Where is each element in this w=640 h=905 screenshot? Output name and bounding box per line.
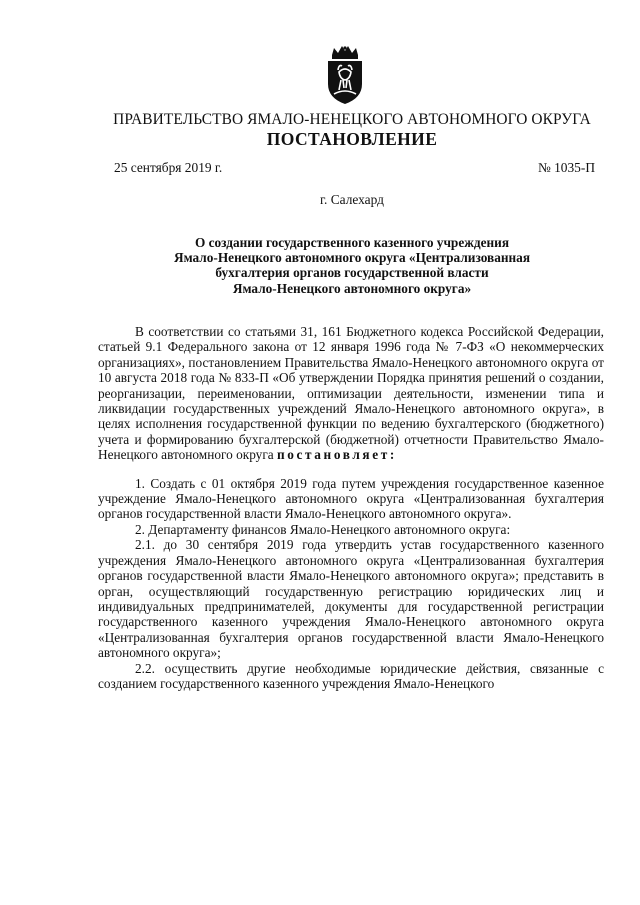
preamble-paragraph [98, 324, 604, 463]
item-2-2: 2.2. осуществить другие необходимые юридические действия, связанные с созданием государственного казенного учреждения Ямало-Ненецкого [98, 660, 604, 691]
title-line: Ямало-Ненецкого автономного округа «Централизованная [173, 250, 531, 266]
title-line: бухгалтерия органов государственной власти [215, 265, 489, 281]
title-line: Ямало-Ненецкого автономного округа» [232, 280, 472, 296]
document-body [98, 324, 604, 691]
item-2-1: 2.1. до 30 сентября 2019 года утвердить устав государственного казенного учреждения Ямало-Ненецкого автономного округа «Централизованная бухгалтерия органов государственной власти Ямало-Ненецкого автономного округа»; представить в орган, осуществляющий государственную регистрацию юридических лиц и индивидуальных предпринимателей, документы для государственной регистрации государственного казенного учреждения Ямало-Ненецкого автономного округа «Централизованная бухгалтерия органов государственной власти Ямало-Ненецкого автономного округа»; [98, 537, 604, 661]
preamble-text: В соответствии со статьями 31, 161 Бюджетного кодекса Российской Федерации, статьей 9.1 Федерального закона от 12 января 1996 года № 7-ФЗ «О некоммерческих организациях», постановлением Правительства Ямало-Ненецкого автономного округа от 10 августа 2018 года № 833-П «Об утверждении Порядка принятия решений о создании, реорганизации, переименовании, оптимизации деятельности, изменении типа и ликвидации государственных учреждений Ямало-Ненецкого автономного округа», в целях исполнения государственной функции по ведению бухгалтерского (бюджетного) учета и формированию бухгалтерской (бюджетной) отчетности Правительство Ямало-Ненецкого автономного округа [98, 324, 604, 463]
coat-of-arms-emblem [324, 46, 366, 106]
document-city: г. Салехард [320, 192, 384, 207]
document-number: № 1035-П [537, 160, 595, 175]
title-line: О создании государственного казенного учреждения [194, 235, 510, 250]
document-type: ПОСТАНОВЛЕНИЕ [266, 129, 438, 149]
decree-word: постановляет: [277, 447, 397, 463]
document-title [120, 235, 584, 296]
document-date: 25 сентября 2019 г. [114, 160, 223, 175]
item-1: 1. Создать с 01 октября 2019 года путем учреждения государственное казенное учреждение Ямало-Ненецкого автономного округа «Централизованная бухгалтерия органов государственной власти Ямало-Ненецкого автономного округа». [98, 475, 604, 522]
organization-name: ПРАВИТЕЛЬСТВО ЯМАЛО-НЕНЕЦКОГО АВТОНОМНОГО ОКРУГА [113, 111, 591, 128]
item-2: 2. Департаменту финансов Ямало-Ненецкого автономного округа: [135, 521, 511, 537]
